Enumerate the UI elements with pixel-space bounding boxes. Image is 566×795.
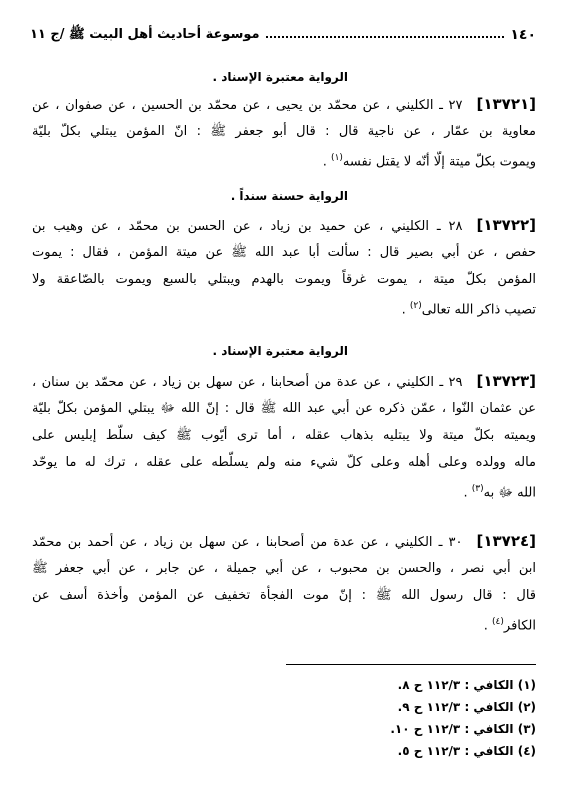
record-line: تصيب ذاكر الله تعالى$^{(٢)}$ .	[401, 301, 536, 318]
record-line: [١٣٧٢٣]٢٩ ـ الكليني ، عن عدة من أصحابنا ، عن سهل بن زياد ، عن محمّد بن سنان ،	[32, 372, 536, 390]
footnote-item: (٢) الكافي : ١١٢/٣ ح ٩.	[397, 700, 536, 714]
record-line: حفص ، عن أبي بصير قال : سألت أبا عبد الله ﷺ عن ميتة المؤمن ، فقال : يموت	[32, 245, 536, 260]
header-dotted-leader	[266, 36, 505, 38]
record-line: ويميته بكلّ ميتة ولا يبتليه بذهاب عقله ، أما ترى أيّوب ﷺ كيف سلّط إبليس على	[32, 428, 536, 443]
footnote-ref[interactable]: (٣)	[471, 484, 484, 494]
hadith-record	[32, 212, 536, 320]
page-header	[30, 24, 536, 46]
footnotes	[390, 674, 536, 762]
header-title: موسوعة أحاديث أهل البيت ﷺ /ج ١١	[30, 26, 260, 42]
hadith-record	[32, 368, 536, 503]
footnote-item: (١) الكافي : ١١٢/٣ ح ٨.	[397, 678, 536, 692]
grade-note: الرواية معتبرة الإسناد .	[212, 344, 348, 358]
record-line: ماله وولده وعلى أهله وعلى كلّ شيء منه ولم يسلّطه على عقله ، ترك له ما يوحّد	[32, 455, 536, 470]
record-line: قال : قال رسول الله ﷺ : إنّ موت الفجأة تخفيف عن المؤمن وأخذة أسف عن	[32, 588, 536, 603]
record-line: ويموت بكلّ ميتة إلّا أنّه لا يقتل نفسه$^{(١)}$ .	[322, 153, 536, 170]
hadith-record	[32, 91, 536, 172]
record-number: [١٣٧٢٣]	[476, 372, 536, 390]
record-line: الله ﷻ به$^{(٣)}$ .	[463, 484, 536, 501]
footnote-ref[interactable]: (٤)	[492, 617, 504, 627]
record-number: [١٣٧٢٤]	[476, 532, 536, 550]
footnote-divider	[286, 664, 536, 665]
record-line: عن عثمان النّوا ، عمّن ذكره عن أبي عبد الله ﷺ قال : إنّ الله ﷻ يبتلي المؤمن بكلّ بليّة	[32, 401, 536, 416]
footnote-item: (٤) الكافي : ١١٢/٣ ح ٥.	[397, 744, 536, 758]
record-number: [١٣٧٢١]	[476, 95, 536, 113]
grade-note: الرواية معتبرة الإسناد .	[212, 70, 348, 84]
record-line: الكافر$^{(٤)}$ .	[483, 617, 536, 634]
page-number: ١٤٠	[510, 27, 536, 43]
grade-note: الرواية حسنة سنداً .	[230, 189, 348, 203]
record-line: المؤمن بكلّ ميتة ، يموت غرقاً ويموت بالهدم ويبتلي بالسبع ويموت بالصّاعقة ولا	[32, 272, 536, 287]
footnote-ref[interactable]: (١)	[331, 153, 343, 163]
record-number: [١٣٧٢٢]	[476, 216, 536, 234]
hadith-record	[32, 528, 536, 636]
record-line: معاوية بن عمّار ، عن ناجية قال : قال أبو جعفر ﷺ : انّ المؤمن يبتلي بكلّ بليّة	[32, 124, 536, 139]
record-line: ابن أبي نصر ، والحسن بن محبوب ، عن أبي جميلة ، عن جابر ، عن أبي جعفر ﷺ	[32, 561, 536, 576]
record-line: [١٣٧٢٤]٣٠ ـ الكليني ، عن عدة من أصحابنا ، عن سهل بن زياد ، عن أحمد بن محمّد	[32, 532, 536, 550]
record-line: [١٣٧٢٢]٢٨ ـ الكليني ، عن حميد بن زياد ، عن الحسن بن محمّد ، عن وهيب بن	[32, 216, 536, 234]
record-line: [١٣٧٢١]٢٧ ـ الكليني ، عن محمّد بن يحيى ، عن محمّد بن الحسين ، عن صفوان ، عن	[32, 95, 536, 113]
footnote-ref[interactable]: (٢)	[409, 301, 422, 311]
footnote-item: (٣) الكافي : ١١٢/٣ ح ١٠.	[390, 722, 536, 736]
